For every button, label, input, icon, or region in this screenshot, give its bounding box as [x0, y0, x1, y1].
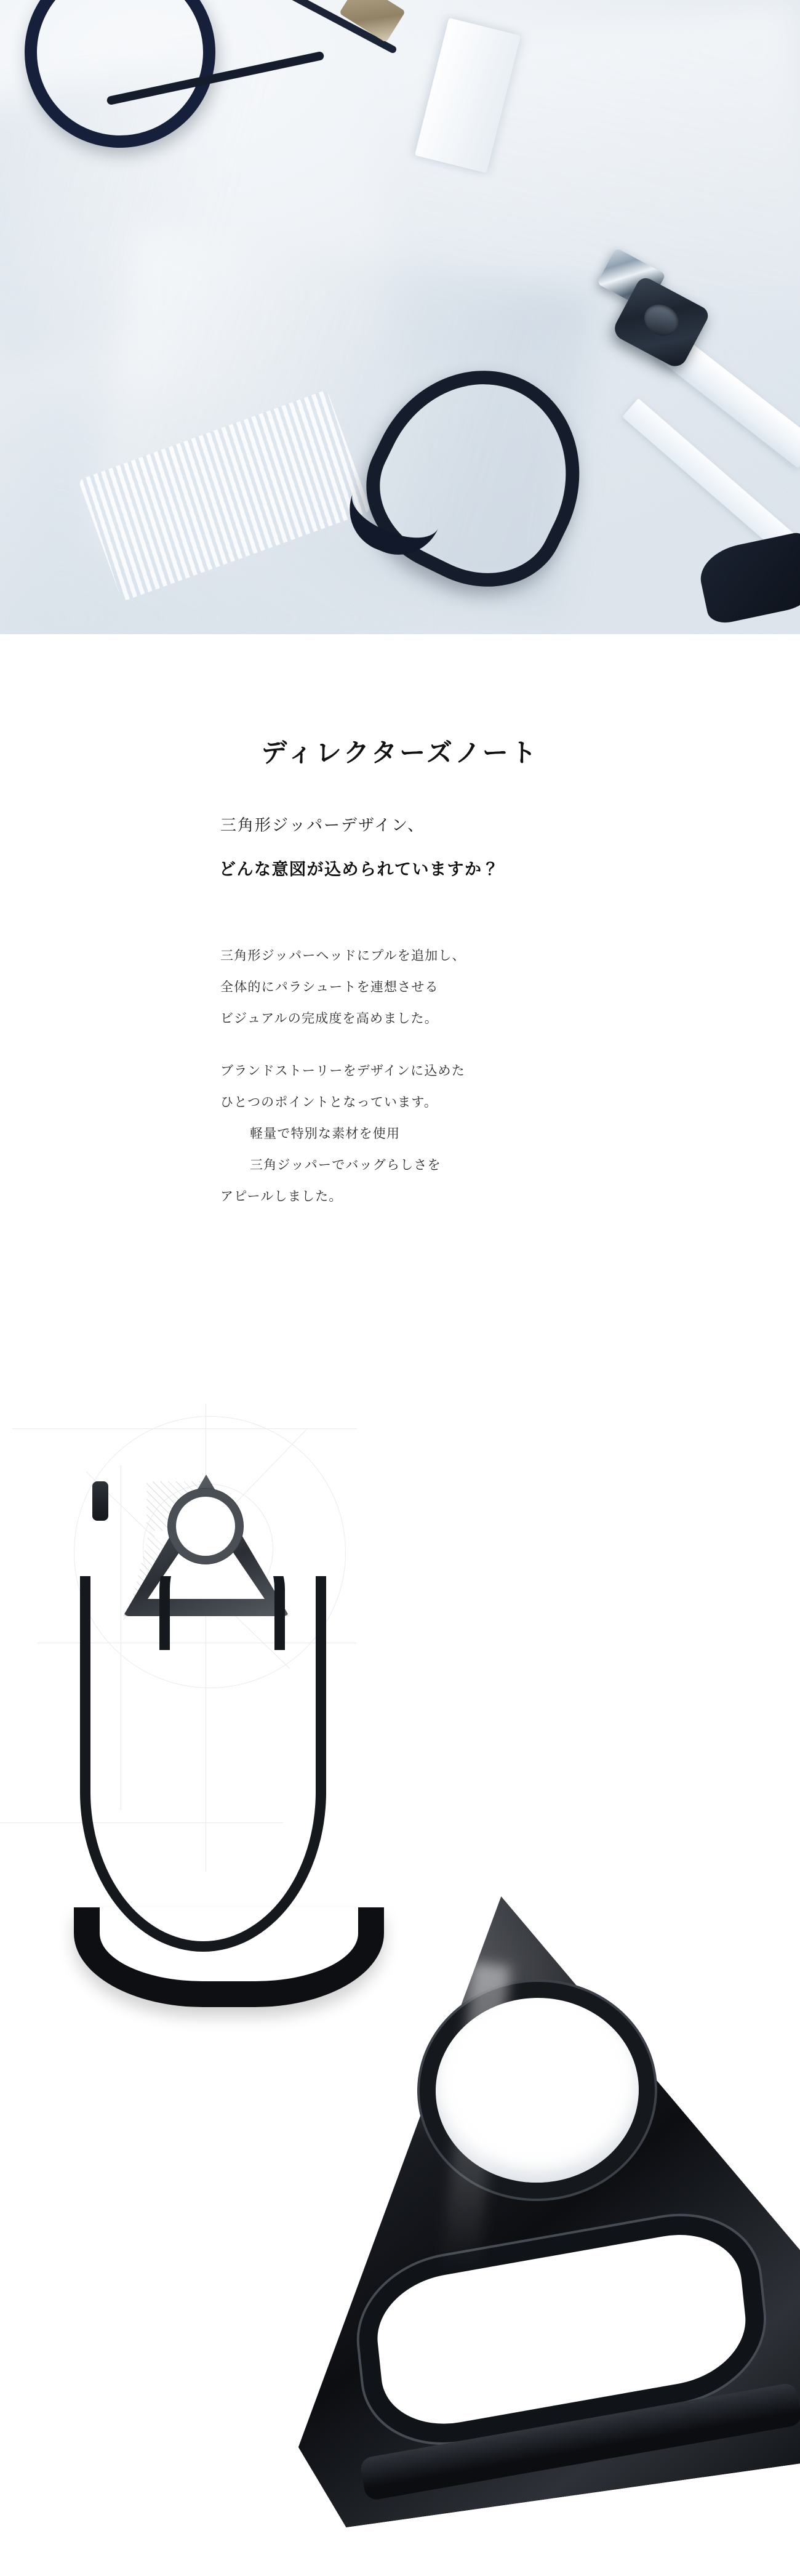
body-line: ブランドストーリーをデザインに込めた [220, 1063, 465, 1078]
body-line: 全体的にパラシュートを連想させる [220, 980, 439, 994]
article-body [220, 942, 614, 1214]
lead-line: 三角形ジッパーデザイン、 [220, 816, 425, 834]
body-line: アピールしました。 [220, 1189, 343, 1204]
paragraph-spacer [220, 1036, 614, 1057]
body-line: ひとつのポイントとなっています。 [220, 1095, 438, 1109]
cord-pull-knot [92, 1481, 108, 1521]
article-section [0, 634, 800, 1204]
cord-loop-stroke [80, 1576, 326, 1952]
page-title: ディレクターズノート [261, 739, 539, 768]
body-line: ビジュアルの完成度を高めました。 [220, 1011, 438, 1026]
lead-question: どんな意図が込められていますか？ [219, 860, 500, 879]
cord-loop-drawing [80, 1576, 326, 1952]
ring-hole-icon [176, 1497, 235, 1556]
body-line: 三角ジッパーでバッグらしさを [250, 1157, 441, 1172]
body-line: 軽量で特別な素材を使用 [250, 1126, 401, 1141]
hero-image [0, 0, 800, 634]
body-line: 三角形ジッパーヘッドにプルを追加し、 [220, 948, 466, 963]
